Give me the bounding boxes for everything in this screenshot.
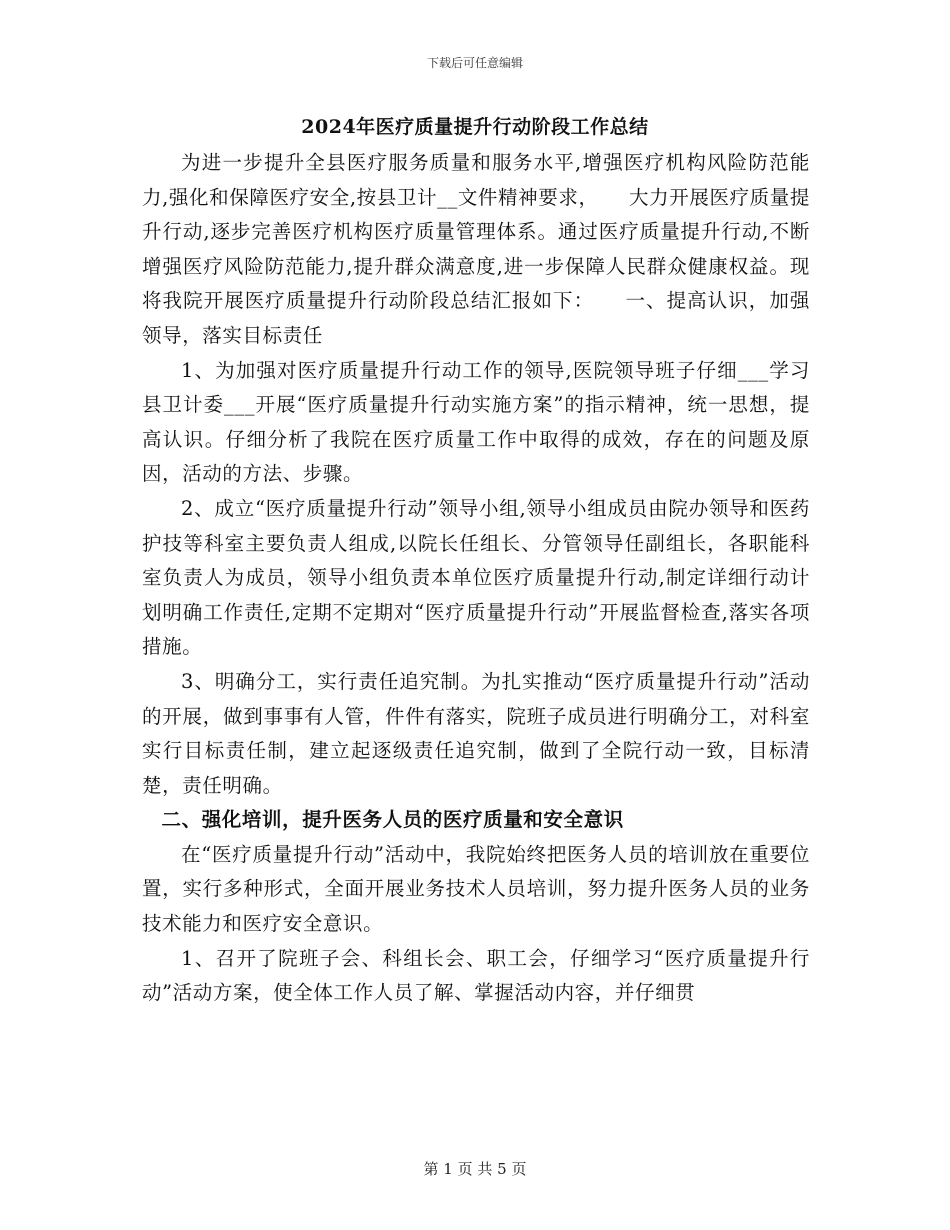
body-paragraph: 为进一步提升全县医疗服务质量和服务水平,增强医疗机构风险防范能力,强化和保障医疗安全,按县卫计__文件精神要求， 大力开展医疗质量提升行动,逐步完善医疗机构医疗质量管理体系。通过医疗质量提升行动,不断增强医疗风险防范能力,提升群众满意度,进一步保障人民群众健康权益。现将我院开展医疗质量提升行动阶段总结汇报如下： 一、提高认识，加强领导，落实目标责任 xyxy=(142,151,810,347)
body-paragraph: 3、明确分工，实行责任追究制。为扎实推动“医疗质量提升行动”活动的开展，做到事事有人管，件件有落实，院班子成员进行明确分工，对科室实行目标责任制，建立起逐级责任追究制，做到了全院行动一致，目标清楚，责任明确。 xyxy=(142,669,810,797)
section-heading: 二、强化培训，提升医务人员的医疗质量和安全意识 xyxy=(161,808,624,832)
body-paragraph: 1、召开了院班子会、科组长会、职工会，仔细学习“医疗质量提升行动”活动方案，使全体工作人员了解、掌握活动内容，并仔细贯 xyxy=(142,946,810,1005)
page-header-note: 下载后可任意编辑 xyxy=(426,56,523,70)
body-paragraph: 在“医疗质量提升行动”活动中，我院始终把医务人员的培训放在重要位置，实行多种形式，全面开展业务技术人员培训，努力提升医务人员的业务技术能力和医疗安全意识。 xyxy=(142,842,810,936)
body-paragraph: 1、为加强对医疗质量提升行动工作的领导,医院领导班子仔细___学习县卫计委___开展“医疗质量提升行动实施方案”的指示精神，统一思想，提高认识。仔细分析了我院在医疗质量工作中取得的成效，存在的问题及原因，活动的方法、步骤。 xyxy=(142,358,810,486)
document-title: 2024年医疗质量提升行动阶段工作总结 xyxy=(301,116,649,138)
page-number: 第 1 页 共 5 页 xyxy=(423,1160,527,1178)
body-paragraph: 2、成立“医疗质量提升行动”领导小组,领导小组成员由院办领导和医药护技等科室主要负责人组成,以院长任组长、分管领导任副组长，各职能科室负责人为成员，领导小组负责本单位医疗质量提升行动,制定详细行动计划明确工作责任,定期不定期对“医疗质量提升行动”开展监督检查,落实各项措施。 xyxy=(142,496,810,659)
document-body xyxy=(142,146,810,1011)
